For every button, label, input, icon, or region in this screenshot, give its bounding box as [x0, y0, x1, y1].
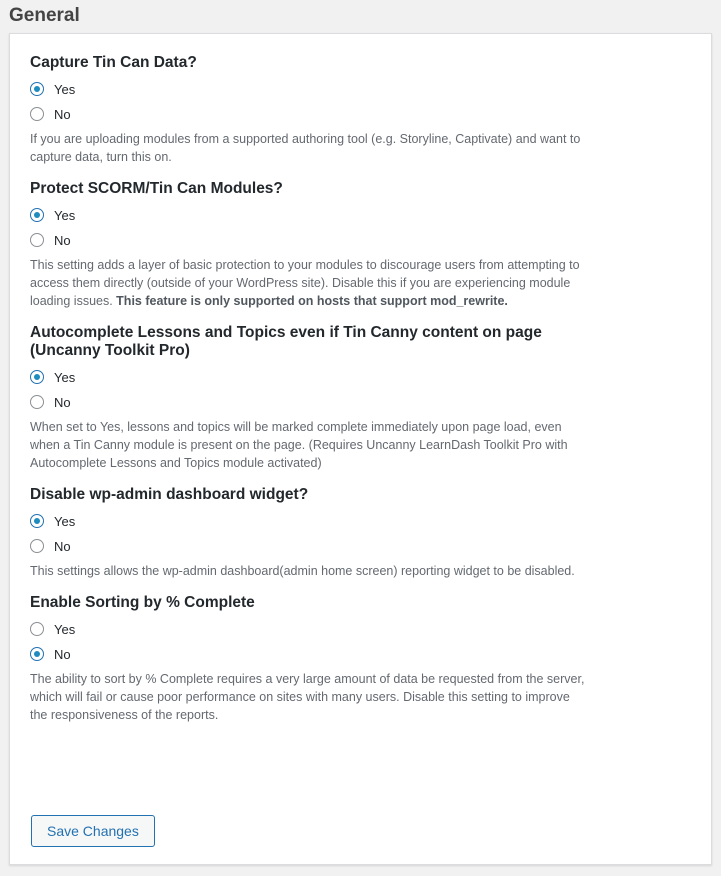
- option-label: No: [54, 232, 71, 248]
- setting-description: This settings allows the wp-admin dashboard(admin home screen) reporting widget to be disabled.: [30, 564, 575, 578]
- option-no[interactable]: [30, 645, 590, 663]
- setting-protect-modules: [30, 180, 590, 310]
- radio-button[interactable]: [30, 233, 44, 247]
- radio-button[interactable]: [30, 395, 44, 409]
- setting-title: Capture Tin Can Data?: [30, 54, 197, 71]
- setting-description: When set to Yes, lessons and topics will be marked complete immediately upon page load, even when a Tin Canny module is present on the page. (Requires Uncanny LearnDash Toolkit Pro with Autocomplete Lessons and Topics module activated): [30, 420, 568, 470]
- option-label: Yes: [54, 207, 76, 223]
- setting-title: Disable wp-admin dashboard widget?: [30, 486, 309, 503]
- option-yes[interactable]: [30, 80, 590, 98]
- option-no[interactable]: [30, 393, 590, 411]
- option-label: No: [54, 394, 71, 410]
- option-label: Yes: [54, 621, 76, 637]
- radio-button[interactable]: [30, 82, 44, 96]
- setting-description: This setting adds a layer of basic protection to your modules to discourage users from attempting to access them directly (outside of your WordPress site). Disable this if you are experiencing module loading issues. This feature is only supported on hosts that support mod_rewrite.: [30, 258, 580, 308]
- setting-description: If you are uploading modules from a supported authoring tool (e.g. Storyline, Captivate) and want to capture data, turn this on.: [30, 132, 581, 164]
- option-label: No: [54, 538, 71, 554]
- setting-disable-dashboard-widget: [30, 486, 590, 580]
- option-yes[interactable]: [30, 620, 590, 638]
- option-label: Yes: [54, 369, 76, 385]
- option-label: Yes: [54, 513, 76, 529]
- setting-autocomplete-lessons: [30, 324, 590, 472]
- option-no[interactable]: [30, 231, 590, 249]
- save-changes-button[interactable]: Save Changes: [31, 815, 155, 847]
- settings-panel: [9, 33, 712, 865]
- option-no[interactable]: [30, 537, 590, 555]
- radio-button[interactable]: [30, 107, 44, 121]
- option-label: No: [54, 646, 71, 662]
- option-label: No: [54, 106, 71, 122]
- setting-description: The ability to sort by % Complete requires a very large amount of data be requested from the server, which will fail or cause poor performance on sites with many users. Disable this setting to improve the responsiveness of the reports.: [30, 672, 585, 722]
- option-no[interactable]: [30, 105, 590, 123]
- radio-button[interactable]: [30, 370, 44, 384]
- section-title: General: [9, 5, 80, 26]
- setting-capture-tin-can: [30, 54, 590, 166]
- setting-title: Enable Sorting by % Complete: [30, 594, 255, 611]
- description-emphasis: This feature is only supported on hosts that support mod_rewrite.: [116, 294, 508, 308]
- radio-button[interactable]: [30, 622, 44, 636]
- radio-button[interactable]: [30, 514, 44, 528]
- radio-button[interactable]: [30, 647, 44, 661]
- option-yes[interactable]: [30, 206, 590, 224]
- setting-enable-sorting: [30, 594, 590, 724]
- option-yes[interactable]: [30, 512, 590, 530]
- radio-button[interactable]: [30, 208, 44, 222]
- option-yes[interactable]: [30, 368, 590, 386]
- option-label: Yes: [54, 81, 76, 97]
- setting-title: Autocomplete Lessons and Topics even if Tin Canny content on page (Uncanny Toolkit Pro): [30, 324, 542, 359]
- settings-list: [30, 54, 590, 724]
- radio-button[interactable]: [30, 539, 44, 553]
- setting-title: Protect SCORM/Tin Can Modules?: [30, 180, 283, 197]
